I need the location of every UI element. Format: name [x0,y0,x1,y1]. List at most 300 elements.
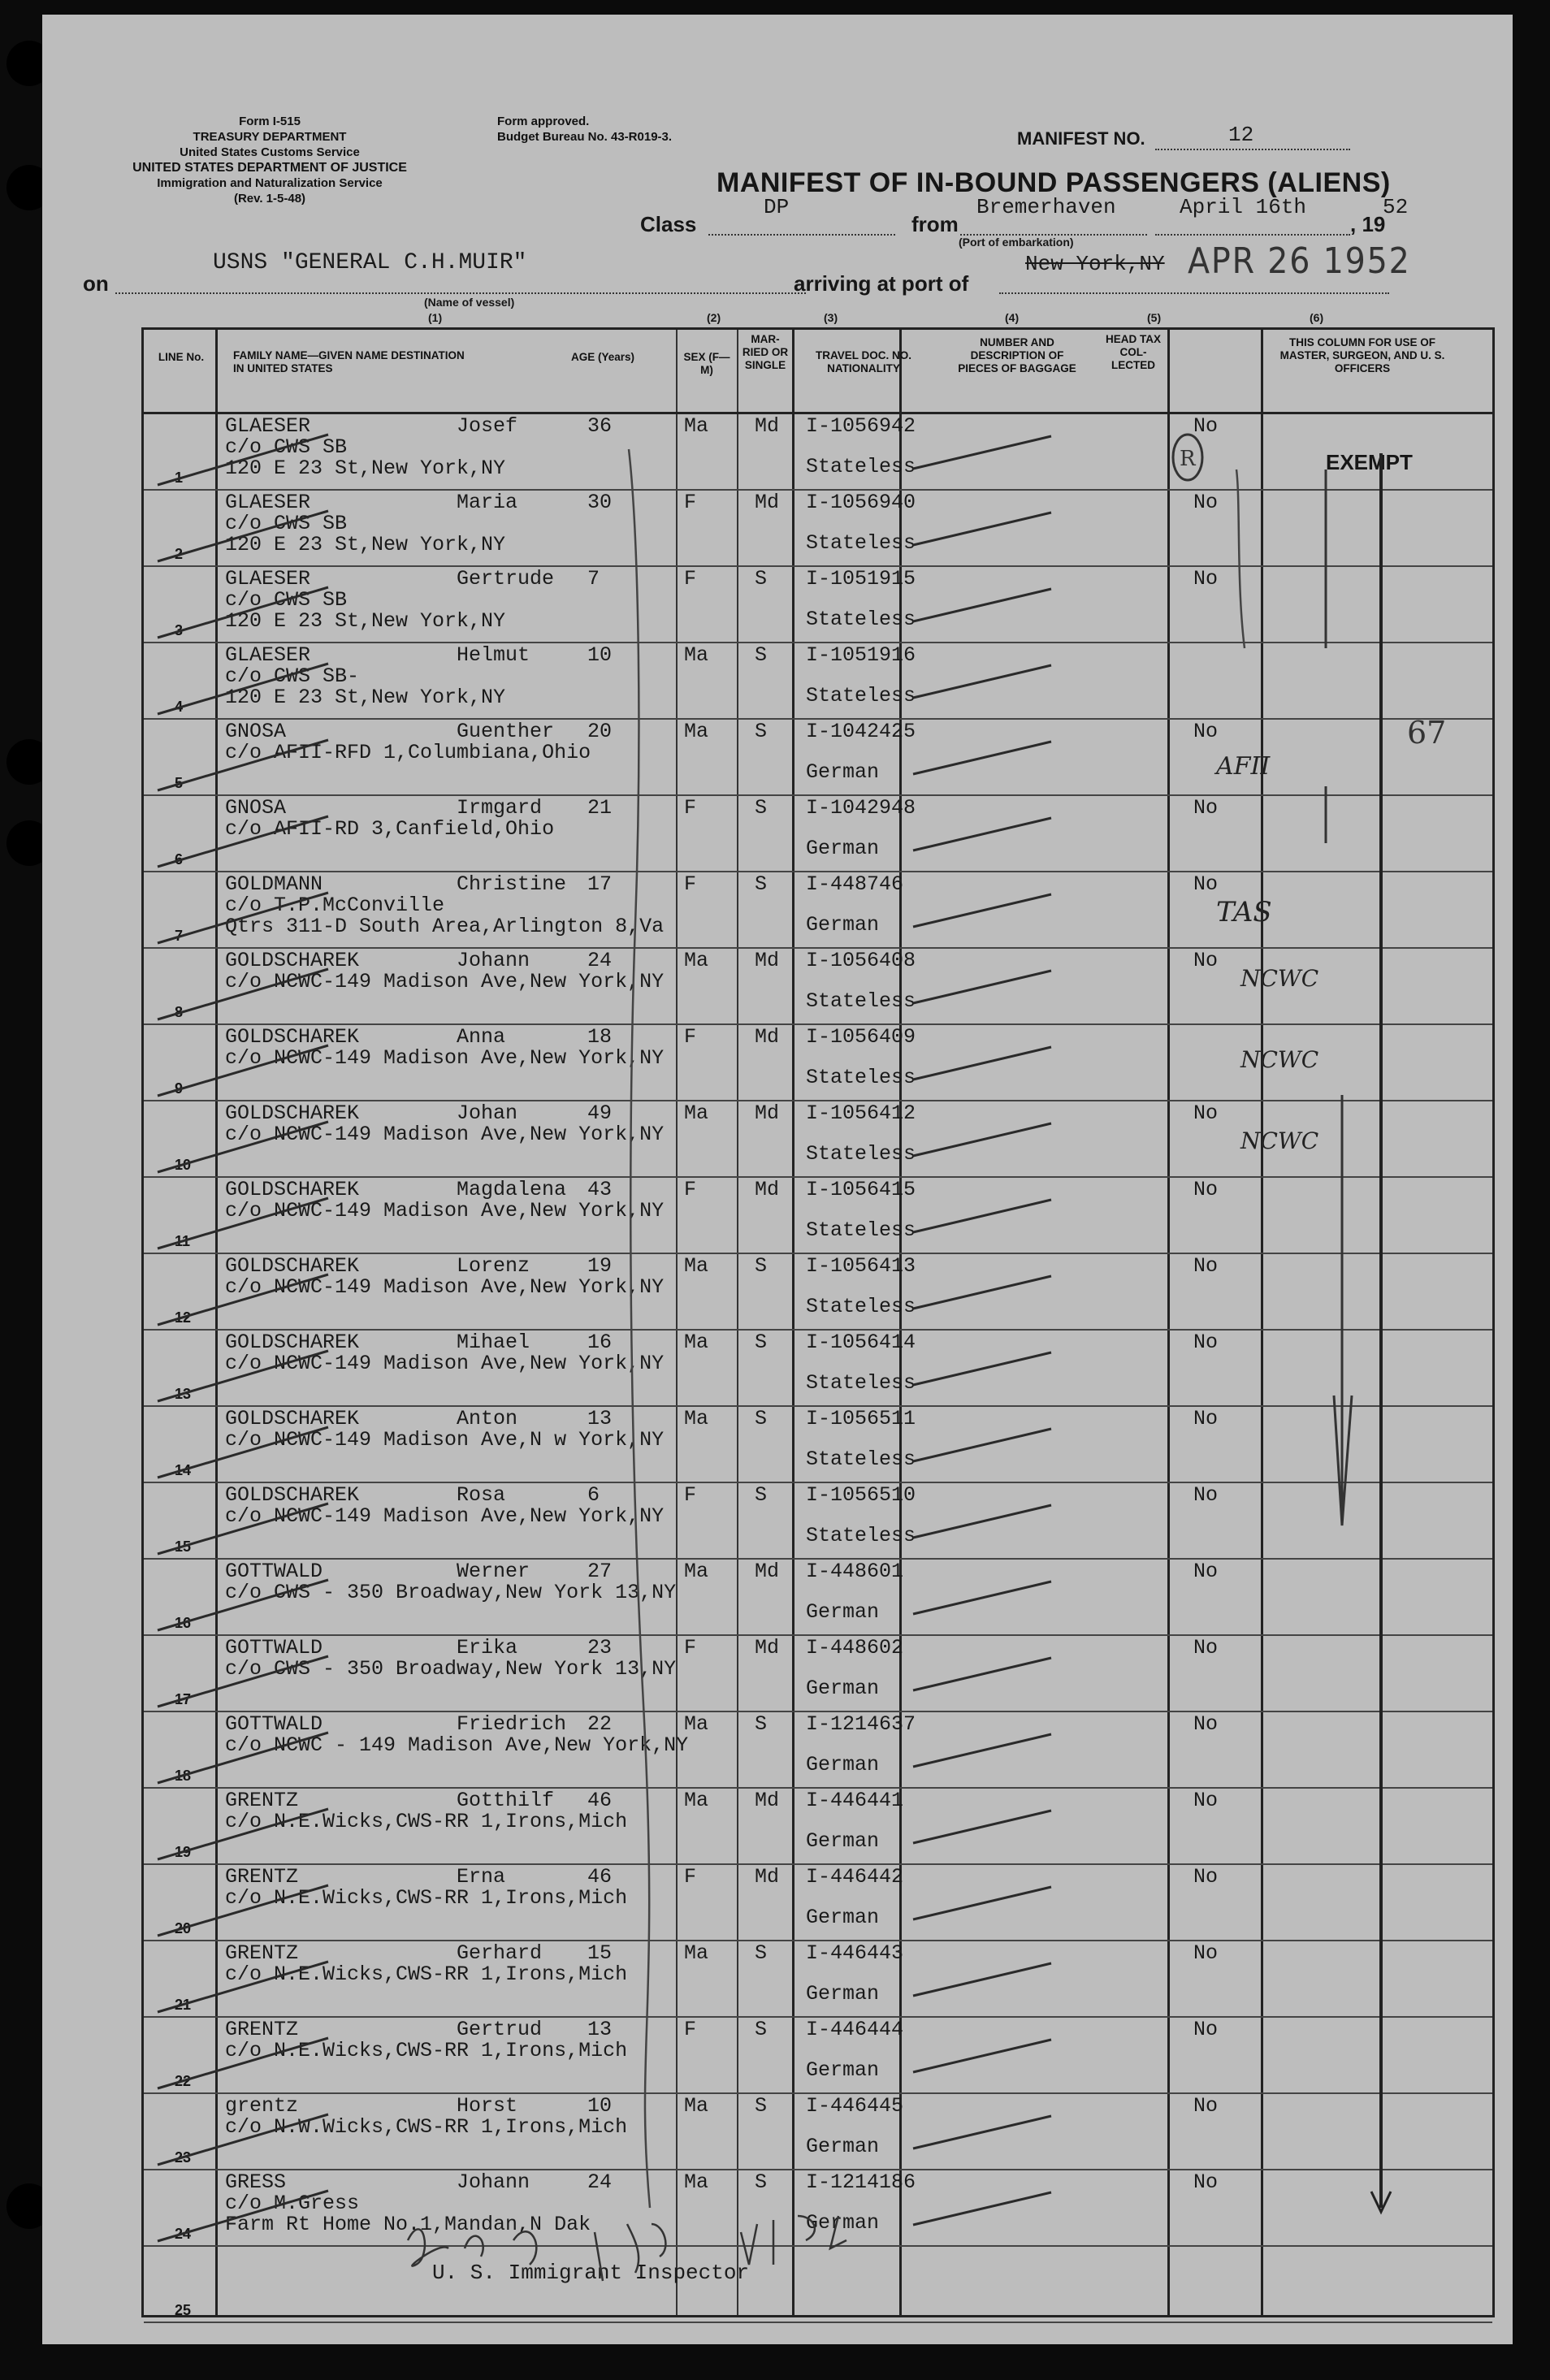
surname: GOLDSCHAREK [225,1178,360,1201]
given-name: Gertrude [457,567,555,591]
nationality: Stateless [806,455,916,478]
line-stroke [158,969,328,1019]
destination-line: c/o N.E.Wicks,CWS-RR 1,Irons,Mich [225,2039,628,2062]
line-number: 23 [175,2149,192,2166]
head-tax: No [1193,414,1219,438]
circled-r: R [1180,447,1196,471]
line-number: 18 [175,1768,192,1784]
nationality: Stateless [806,1218,916,1242]
destination-line: 120 E 23 St,New York,NY [225,457,506,480]
line-stroke [158,1045,328,1096]
marital-status: S [755,1712,768,1736]
sex: Ma [684,1560,709,1583]
line-number: 11 [175,1233,191,1249]
line-number: 3 [175,622,184,638]
travel-doc-no: I-1051915 [806,567,916,591]
line-number: 15 [175,1538,192,1555]
age: 24 [587,949,613,972]
head-tax: No [1193,872,1219,896]
check-mark [913,1352,1051,1385]
nationality: German [806,2058,880,2082]
sex: Ma [684,1712,709,1736]
line-number: 17 [175,1691,192,1707]
sex: F [684,1178,697,1201]
given-name: Erna [457,1865,506,1889]
age: 49 [587,1101,613,1125]
surname: GLAESER [225,414,311,438]
marital-status: S [755,567,768,591]
travel-doc-no: I-1042948 [806,796,916,820]
sex: Ma [684,414,709,438]
check-mark [913,1734,1051,1767]
check-mark [913,513,1051,545]
given-name: Horst [457,2094,518,2118]
line-stroke [158,2038,328,2088]
age: 10 [587,643,613,667]
head-tax: No [1193,1789,1219,1812]
line-stroke [158,664,328,714]
line-stroke [158,893,328,943]
line-number: 2 [175,546,184,562]
inspector-line: U. S. Immigrant Inspector [432,2261,750,2285]
travel-doc-no: I-446441 [806,1789,904,1812]
line-stroke [158,816,328,867]
nationality: German [806,837,880,860]
destination-line: c/o N.E.Wicks,CWS-RR 1,Irons,Mich [225,1886,628,1910]
age: 15 [587,1941,613,1965]
line-number: 14 [175,1462,192,1478]
age: 17 [587,872,613,896]
given-name: Gertrud [457,2018,543,2041]
line-number: 22 [175,2073,192,2089]
destination-line: c/o NCWC-149 Madison Ave,New York,NY [225,1046,665,1070]
approval-line: Budget Bureau No. 43-R019-3. [497,130,673,144]
destination-line: c/o M.Gress [225,2192,360,2215]
travel-doc-no: I-1056412 [806,1101,916,1125]
given-name: Irmgard [457,796,543,820]
age: 27 [587,1560,613,1583]
nationality: German [806,1600,880,1624]
class-value: DP [764,195,790,219]
form-line: UNITED STATES DEPARTMENT OF JUSTICE [132,161,407,175]
given-name: Rosa [457,1483,506,1507]
destination-line: c/o CWS SB [225,588,348,612]
line-stroke [158,511,328,561]
surname: GRENTZ [225,1941,299,1965]
given-name: Christine [457,872,567,896]
nationality: Stateless [806,1295,916,1318]
travel-doc-no: I-1056409 [806,1025,916,1049]
sex: Ma [684,1101,709,1125]
travel-doc-no: I-1056414 [806,1331,916,1354]
line-stroke [158,1274,328,1325]
travel-doc-no: I-448602 [806,1636,904,1660]
check-mark [913,1505,1051,1538]
check-mark [913,2192,1051,2225]
marital-status: S [755,1483,768,1507]
destination-line: c/o AFII-RFD 1,Columbiana,Ohio [225,741,591,764]
date-stamp: APR 26 1952 [1188,240,1411,282]
head-tax: No [1193,567,1219,591]
manifest-no-value: 12 [1228,123,1254,147]
officer-note: NCWC [1240,1046,1319,1073]
line-number: 20 [175,1920,192,1936]
nationality: German [806,1677,880,1700]
date-value: April 16th [1180,195,1307,219]
head-tax: No [1193,1636,1219,1660]
sex: F [684,1483,697,1507]
nationality: German [806,1906,880,1929]
sex: Ma [684,2170,709,2194]
head-tax: No [1193,1941,1219,1965]
age: 24 [587,2170,613,2194]
destination-line: c/o NCWC-149 Madison Ave,New York,NY [225,970,665,993]
head-tax: No [1193,1254,1219,1278]
exempt-annotation: EXEMPT [1326,450,1413,474]
nationality: Stateless [806,989,916,1013]
check-mark [913,1123,1051,1156]
destination-line: c/o CWS - 350 Broadway,New York 13,NY [225,1581,677,1604]
age: 18 [587,1025,613,1049]
surname: GRENTZ [225,1865,299,1889]
line-stroke [158,1198,328,1248]
surname: grentz [225,2094,299,2118]
col-number: (5) [1147,311,1162,324]
given-name: Werner [457,1560,530,1583]
line-stroke [158,1122,328,1172]
sex: Ma [684,1331,709,1354]
sex: Ma [684,1254,709,1278]
marital-status: Md [755,1178,780,1201]
sex: Ma [684,1789,709,1812]
destination-line: c/o N.E.Wicks,CWS-RR 1,Irons,Mich [225,1810,628,1833]
travel-doc-no: I-446443 [806,1941,904,1965]
check-mark [913,589,1051,621]
class-label: Class [640,212,697,236]
line-stroke [158,1427,328,1478]
head-tax: No [1193,2170,1219,2194]
surname: GRENTZ [225,2018,299,2041]
head-tax: No [1193,2018,1219,2041]
check-mark [913,1429,1051,1461]
destination-line: Farm Rt Home No.1,Mandan,N Dak [225,2213,591,2236]
age: 46 [587,1789,613,1812]
head-tax: No [1193,1178,1219,1201]
head-tax: No [1193,949,1219,972]
col-header-officers: THIS COLUMN FOR USE OF MASTER, SURGEON, AND U. S. OFFICERS [1279,336,1445,374]
age: 23 [587,1636,613,1660]
travel-doc-no: I-1056511 [806,1407,916,1430]
destination-line: c/o NCWC-149 Madison Ave,New York,NY [225,1199,665,1222]
signature-scribble [408,2224,665,2281]
nationality: German [806,1829,880,1853]
given-name: Gerhard [457,1941,543,1965]
sex: F [684,1636,697,1660]
sex: Ma [684,1941,709,1965]
col-header-married: MAR-RIED OR SINGLE [742,333,789,371]
sex: Ma [684,720,709,743]
travel-doc-no: I-448601 [806,1560,904,1583]
destination-line: c/o AFII-RD 3,Canfield,Ohio [225,817,555,841]
col-number: (4) [1005,311,1020,324]
travel-doc-no: I-1056510 [806,1483,916,1507]
destination-line: c/o CWS - 350 Broadway,New York 13,NY [225,1657,677,1681]
travel-doc-no: I-446442 [806,1865,904,1889]
from-value: Bremerhaven [976,195,1116,219]
nationality: German [806,2135,880,2158]
on-label: on [83,271,109,296]
marital-status: S [755,1941,768,1965]
marital-status: S [755,2170,768,2194]
line-number: 13 [175,1386,192,1402]
given-name: Johann [457,949,530,972]
check-mark [913,2116,1051,2148]
surname: GOLDSCHAREK [225,1407,360,1430]
line-stroke [158,587,328,638]
check-mark [913,1200,1051,1232]
handwritten-marks [42,15,1513,2344]
nationality: Stateless [806,608,916,631]
head-tax: No [1193,1407,1219,1430]
surname: GNOSA [225,720,287,743]
line-stroke [158,1656,328,1707]
marital-status: Md [755,949,780,972]
line-number: 1 [175,470,184,486]
travel-doc-no: I-1056415 [806,1178,916,1201]
age: 7 [587,567,600,591]
age: 21 [587,796,613,820]
officer-note: NCWC [1240,965,1319,992]
travel-doc-no: I-1056413 [806,1254,916,1278]
given-name: Erika [457,1636,518,1660]
age: 13 [587,1407,613,1430]
check-mark [913,1887,1051,1919]
travel-doc-no: I-1214186 [806,2170,916,2194]
arriving-label: arriving at port of [794,271,969,296]
travel-doc-no: I-1051916 [806,643,916,667]
line-number: 8 [175,1004,184,1020]
destination-line: c/o NCWC-149 Madison Ave,New York,NY [225,1275,665,1299]
sex: F [684,1865,697,1889]
destination-line: c/o N.W.Wicks,CWS-RR 1,Irons,Mich [225,2115,628,2139]
marital-status: Md [755,1025,780,1049]
nationality: Stateless [806,1142,916,1166]
age: 46 [587,1865,613,1889]
line-stroke [158,1504,328,1554]
travel-doc-no: I-446444 [806,2018,904,2041]
marital-status: S [755,643,768,667]
nationality: Stateless [806,684,916,708]
sex: F [684,2018,697,2041]
destination-line: c/o NCWC-149 Madison Ave,New York,NY [225,1123,665,1146]
marital-status: Md [755,1636,780,1660]
given-name: Anna [457,1025,506,1049]
given-name: Lorenz [457,1254,530,1278]
line-number: 4 [175,699,184,715]
line-number: 24 [175,2226,192,2242]
surname: GRENTZ [225,1789,299,1812]
form-line: Immigration and Naturalization Service [157,176,383,190]
form-line: Form I-515 [239,115,301,128]
surname: GOLDMANN [225,872,323,896]
sex: F [684,872,697,896]
check-mark [913,1658,1051,1690]
surname: GOLDSCHAREK [225,1254,360,1278]
col-number: (2) [707,311,721,324]
line-number: 25 [175,2302,192,2318]
given-name: Helmut [457,643,530,667]
destination-line: c/o T.P.McConville [225,894,445,917]
age: 30 [587,491,613,514]
vessel-name: USNS "GENERAL C.H.MUIR" [213,250,527,275]
surname: GLAESER [225,643,311,667]
check-mark [913,1811,1051,1843]
marital-status: Md [755,1560,780,1583]
travel-doc-no: I-1042425 [806,720,916,743]
line-number: 6 [175,851,184,868]
line-number: 19 [175,1844,192,1860]
line-number: 7 [175,928,184,944]
col-number: (3) [824,311,838,324]
destination-line: c/o NCWC-149 Madison Ave,New York,NY [225,1504,665,1528]
surname: GOLDSCHAREK [225,1331,360,1354]
line-stroke [158,1733,328,1783]
given-name: Mihael [457,1331,530,1354]
line-stroke [158,2191,328,2241]
line-number: 21 [175,1997,192,2013]
col-number: (6) [1310,311,1324,324]
age: 13 [587,2018,613,2041]
age: 20 [587,720,613,743]
sex: Ma [684,643,709,667]
nationality: German [806,1982,880,2006]
destination-line: 120 E 23 St,New York,NY [225,686,506,709]
surname: GOLDSCHAREK [225,1101,360,1125]
given-name: Johann [457,2170,530,2194]
line-stroke [158,1885,328,1936]
destination-line: c/o CWS SB [225,512,348,535]
marital-status: S [755,1407,768,1430]
col-header-travel-doc: TRAVEL DOC. NO. NATIONALITY [815,349,911,374]
sex: F [684,567,697,591]
surname: GOTTWALD [225,1712,323,1736]
destination-line: Qtrs 311-D South Area,Arlington 8,Va [225,915,665,938]
check-mark [913,742,1051,774]
destination-line: 120 E 23 St,New York,NY [225,533,506,556]
head-tax: No [1193,2094,1219,2118]
age: 43 [587,1178,613,1201]
head-tax: No [1193,1483,1219,1507]
marital-status: S [755,2018,768,2041]
margin-number: 67 [1407,715,1447,751]
destination-line: c/o N.E.Wicks,CWS-RR 1,Irons,Mich [225,1962,628,1986]
line-stroke [158,740,328,790]
check-mark [913,1047,1051,1080]
surname: GOLDSCHAREK [225,949,360,972]
sex: Ma [684,949,709,972]
head-tax: No [1193,1101,1219,1125]
marital-status: S [755,796,768,820]
age: 16 [587,1331,613,1354]
destination-line: c/o CWS SB- [225,664,360,688]
marital-status: Md [755,1789,780,1812]
page-title: MANIFEST OF IN-BOUND PASSENGERS (ALIENS) [717,167,1391,198]
marital-status: S [755,872,768,896]
given-name: Magdalena [457,1178,567,1201]
surname: GOLDSCHAREK [225,1483,360,1507]
destination-line: c/o NCWC - 149 Madison Ave,New York,NY [225,1733,689,1757]
check-mark [913,665,1051,698]
col-header-baggage: NUMBER AND DESCRIPTION OF PIECES OF BAGGAGE [958,336,1076,374]
arrival-port: New York,NY [1025,252,1165,276]
year-value: 52 [1383,195,1409,219]
line-number: 9 [175,1080,184,1097]
manifest-no-label: MANIFEST NO. [1017,128,1145,149]
col-header-head-tax: HEAD TAX COL-LECTED [1105,333,1161,371]
sex: F [684,796,697,820]
marital-status: Md [755,491,780,514]
nationality: German [806,1753,880,1776]
form-line: TREASURY DEPARTMENT [193,130,347,144]
age: 19 [587,1254,613,1278]
line-number: 16 [175,1615,192,1631]
travel-doc-no: I-448746 [806,872,904,896]
check-mark [913,1276,1051,1309]
line-number: 12 [175,1309,192,1326]
marital-status: Md [755,414,780,438]
surname: GLAESER [225,491,311,514]
destination-line: 120 E 23 St,New York,NY [225,609,506,633]
officer-note: NCWC [1240,1127,1319,1154]
col-header-line-no: LINE No. [158,351,205,363]
sex: Ma [684,2094,709,2118]
marital-status: S [755,2094,768,2118]
line-stroke [158,1351,328,1401]
form-line: (Rev. 1-5-48) [233,192,306,206]
destination-line: c/o NCWC-149 Madison Ave,N w York,NY [225,1428,665,1452]
age: 22 [587,1712,613,1736]
head-tax: No [1193,491,1219,514]
travel-doc-no: I-1056940 [806,491,916,514]
port-embark-label: (Port of embarkation) [959,236,1074,249]
col-header-age: AGE (Years) [570,351,635,363]
surname: GNOSA [225,796,287,820]
surname: GOLDSCHAREK [225,1025,360,1049]
line-stroke [158,435,328,485]
age: 6 [587,1483,600,1507]
line-stroke [158,1809,328,1859]
sex: F [684,491,697,514]
check-mark [913,1963,1051,1996]
age: 36 [587,414,613,438]
line-number: 10 [175,1157,192,1173]
sex: Ma [684,1407,709,1430]
nationality: German [806,913,880,937]
given-name: Anton [457,1407,518,1430]
form-line: United States Customs Service [180,145,360,159]
nationality: Stateless [806,1447,916,1471]
given-name: Gotthilf [457,1789,555,1812]
travel-doc-no: I-1214637 [806,1712,916,1736]
pencil-line [629,449,650,2208]
marital-status: Md [755,1865,780,1889]
travel-doc-no: I-1056942 [806,414,916,438]
given-name: Friedrich [457,1712,567,1736]
check-mark [913,1582,1051,1614]
marital-status: S [755,1254,768,1278]
nationality: German [806,2211,880,2235]
nationality: Stateless [806,1371,916,1395]
